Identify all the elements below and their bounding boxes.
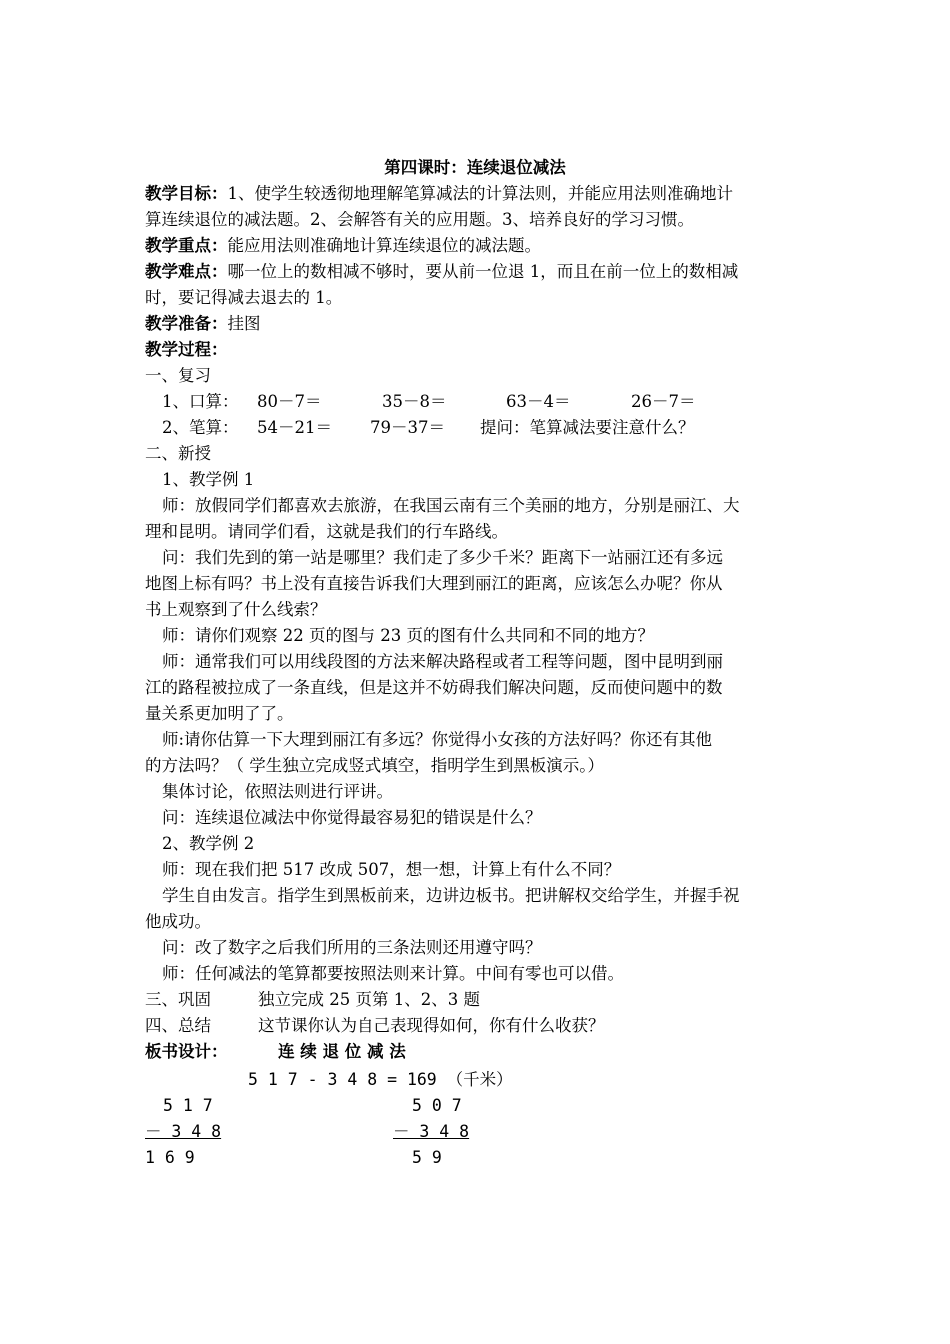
prep [145, 311, 815, 337]
paragraph: 问：改了数字之后我们所用的三条法则还用遵守吗？ [162, 938, 542, 957]
summary-heading: 四、总结 [145, 1016, 211, 1035]
paragraph: 他成功。 [145, 912, 211, 931]
paragraph: 师：放假同学们都喜欢去旅游，在我国云南有三个美丽的地方，分别是丽江、大 [162, 496, 740, 515]
written-label: 2、笔算： [162, 418, 239, 437]
board-equation: 5 1 7 - 3 4 8 = 169 （千米） [248, 1070, 513, 1089]
goal-line-1 [145, 181, 815, 207]
board-title: 连 续 退 位 减 法 [278, 1042, 406, 1061]
oral-item: 80－7＝ [257, 392, 322, 411]
paragraph: 量关系更加明了了。 [145, 704, 294, 723]
paragraph: 理和昆明。请同学们看，这就是我们的行车路线。 [145, 522, 508, 541]
paragraph: 集体讨论，依照法则进行评讲。 [162, 782, 393, 801]
paragraph: 学生自由发言。指学生到黑板前来，边讲边板书。把讲解权交给学生，并握手祝 [162, 886, 740, 905]
calc2-top: 5 0 7 [412, 1096, 462, 1115]
oral-item: 63－4＝ [506, 392, 571, 411]
lesson-title: 第四课时：连续退位减法 [384, 158, 566, 177]
goal-text-1: 1、使学生较透彻地理解笔算减法的计算法则，并能应用法则准确地计 [227, 184, 733, 203]
summary-text: 这节课你认为自己表现得如何，你有什么收获？ [258, 1016, 605, 1035]
goal-line-2: 算连续退位的减法题。2、会解答有关的应用题。3、培养良好的学习习惯。 [145, 210, 694, 229]
example-2: 2、教学例 2 [162, 834, 255, 853]
key-label: 教学重点： [145, 236, 228, 255]
oral-label: 1、口算： [162, 392, 239, 411]
written-item: 79－37＝ [370, 418, 445, 437]
review-question: 提问：笔算减法要注意什么？ [480, 418, 695, 437]
key-point [145, 233, 815, 259]
paragraph: 师:请你估算一下大理到丽江有多远？你觉得小女孩的方法好吗？你还有其他 [162, 730, 713, 749]
board-label: 板书设计： [145, 1042, 228, 1061]
oral-item: 35－8＝ [382, 392, 447, 411]
consolidate-heading: 三、巩固 [145, 990, 211, 1009]
paragraph: 师：请你们观察 22 页的图与 23 页的图有什么共同和不同的地方？ [162, 626, 654, 645]
oral-item: 26－7＝ [631, 392, 696, 411]
calc1-subtrahend: － 3 4 8 [145, 1122, 222, 1141]
paragraph: 师：任何减法的笔算都要按照法则来计算。中间有零也可以借。 [162, 964, 624, 983]
paragraph: 师：现在我们把 517 改成 507，想一想，计算上有什么不同？ [162, 860, 621, 879]
difficulty-text-1: 哪一位上的数相减不够时，要从前一位退 1，而且在前一位上的数相减 [227, 262, 739, 281]
paragraph: 书上观察到了什么线索？ [145, 600, 327, 619]
prep-text: 挂图 [227, 314, 261, 333]
consolidate-text: 独立完成 25 页第 1、2、3 题 [258, 990, 480, 1009]
calc1-result: 1 6 9 [145, 1148, 195, 1167]
paragraph: 地图上标有吗？书上没有直接告诉我们大理到丽江的距离，应该怎么办呢？你从 [145, 574, 723, 593]
paragraph: 问：连续退位减法中你觉得最容易犯的错误是什么？ [162, 808, 542, 827]
difficulty-label: 教学难点： [145, 262, 228, 281]
paragraph: 江的路程被拉成了一条直线，但是这并不妨碍我们解决问题，反而使问题中的数 [145, 678, 723, 697]
paragraph: 问：我们先到的第一站是哪里？我们走了多少千米？距离下一站丽江还有多远 [162, 548, 723, 567]
example-1: 1、教学例 1 [162, 470, 255, 489]
summary-row [145, 1013, 815, 1039]
new-heading: 二、新授 [145, 444, 211, 463]
calc2-result: 5 9 [412, 1148, 442, 1167]
written-item: 54－21＝ [257, 418, 332, 437]
paragraph: 师：通常我们可以用线段图的方法来解决路程或者工程等问题，图中昆明到丽 [162, 652, 723, 671]
prep-label: 教学准备： [145, 314, 228, 333]
process-label: 教学过程： [145, 340, 228, 359]
key-text: 能应用法则准确地计算连续退位的减法题。 [227, 236, 541, 255]
difficulty-line-2: 时，要记得减去退去的 1。 [145, 288, 343, 307]
paragraph: 的方法吗？（ 学生独立完成竖式填空，指明学生到黑板演示。） [145, 756, 604, 775]
review-heading: 一、复习 [145, 366, 211, 385]
calc2-subtrahend: － 3 4 8 [393, 1122, 470, 1141]
board-row [145, 1039, 815, 1065]
difficulty-line-1 [145, 259, 815, 285]
goal-label: 教学目标： [145, 184, 228, 203]
calc1-top: 5 1 7 [163, 1096, 213, 1115]
consolidate-row [145, 987, 815, 1013]
